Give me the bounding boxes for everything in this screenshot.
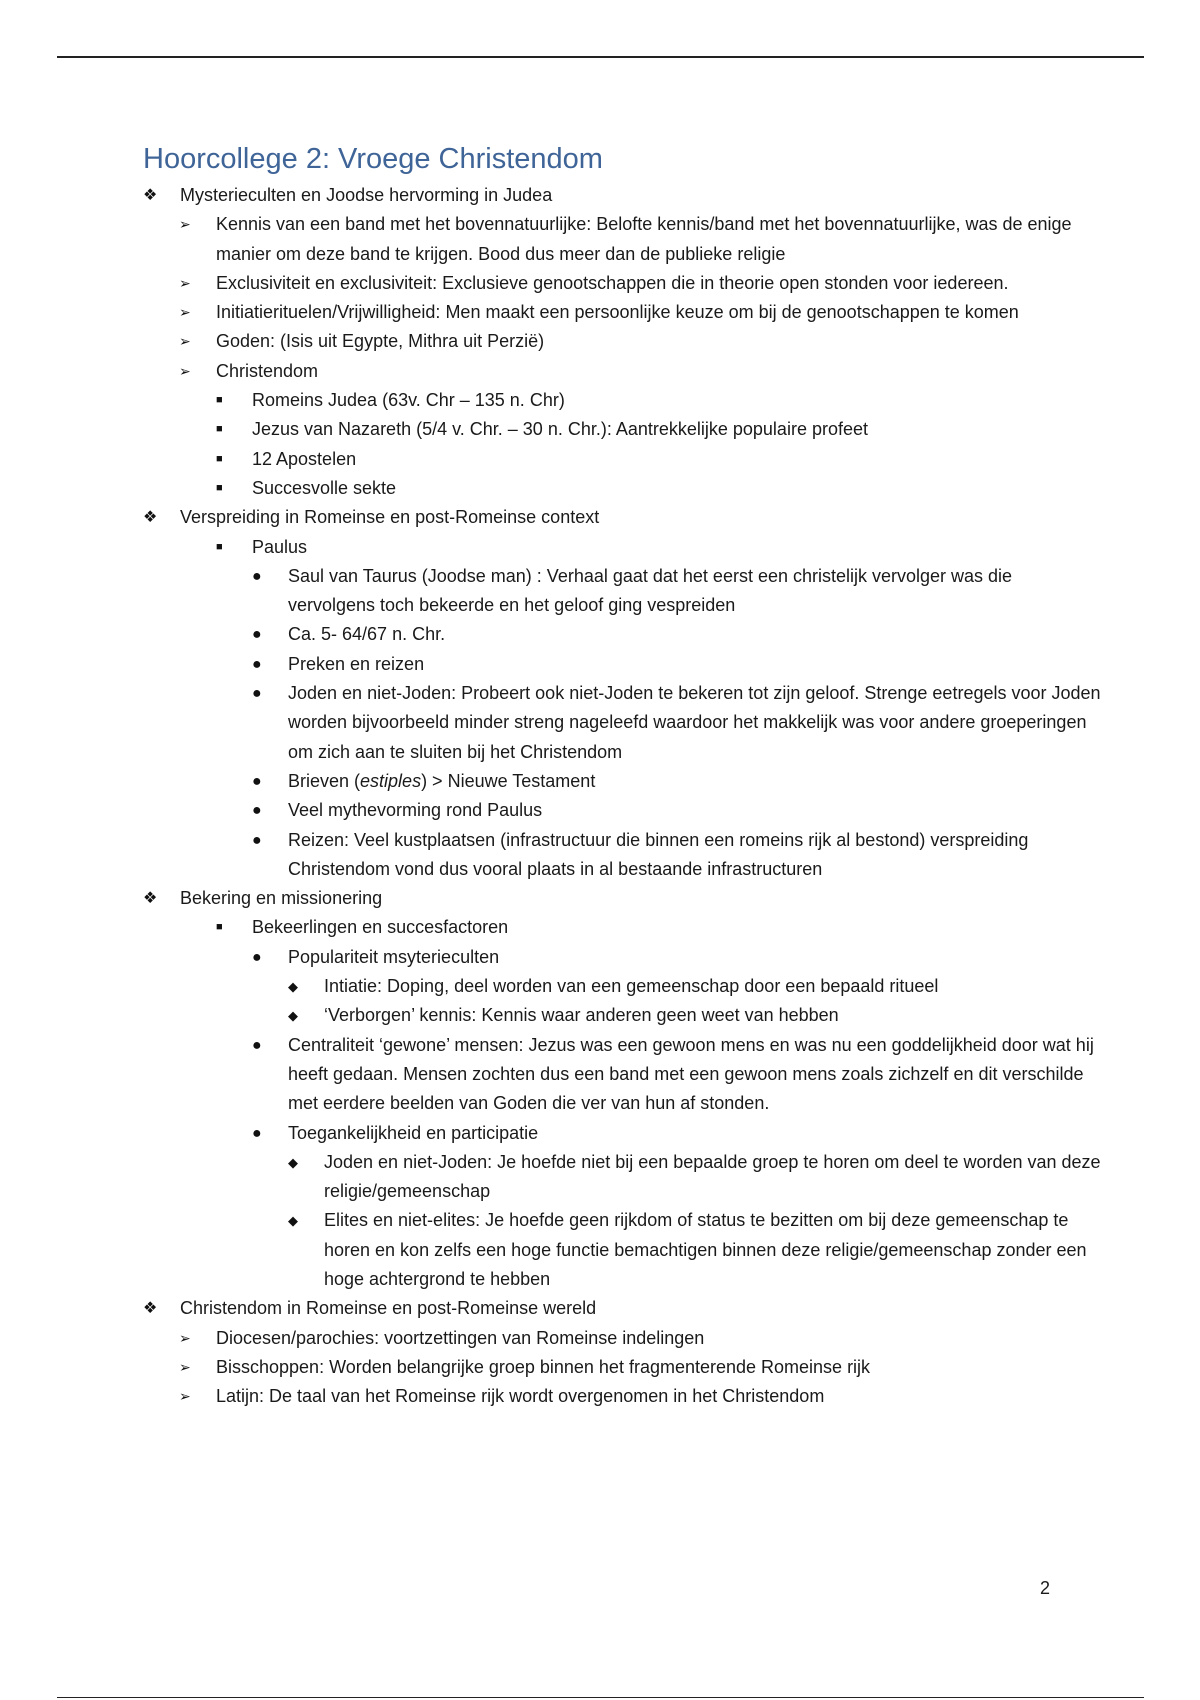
square-bullet-icon: ■	[216, 481, 223, 494]
dot-bullet-icon: ●	[252, 567, 262, 585]
dot-bullet-icon: ●	[252, 772, 262, 790]
list-item: ■ Paulus	[143, 533, 1103, 562]
arrowhead-bullet-icon: ➢	[179, 1329, 191, 1346]
list-item: ● Centraliteit ‘gewone’ mensen: Jezus was een gewoon mens en was nu een goddelijkheid door wat hij heeft gedaan. Mensen zochten dus een band met een gewoon mens zoals zichzelf en dit verschilde met eerdere beelden van Goden die ver van hun af stonden.	[143, 1031, 1103, 1119]
list-item: ● Preken en reizen	[143, 650, 1103, 679]
list-item: ■ 12 Apostelen	[143, 445, 1103, 474]
list-item: ● Reizen: Veel kustplaatsen (infrastructuur die binnen een romeins rijk al bestond) verspreiding Christendom vond dus vooral plaats in al bestaande infrastructuren	[143, 826, 1103, 885]
arrowhead-bullet-icon: ➢	[179, 274, 191, 291]
dot-bullet-icon: ●	[252, 1124, 262, 1142]
dot-bullet-icon: ●	[252, 1036, 262, 1054]
header-rule	[57, 56, 1144, 58]
list-item: ◆ Elites en niet-elites: Je hoefde geen rijkdom of status te bezitten om bij deze gemeenschap te horen en kon zelfs een hoge functie bemachtigen binnen deze religie/gemeenschap zonder een hoge achtergrond te hebben	[143, 1206, 1103, 1294]
list-item: ➢ Latijn: De taal van het Romeinse rijk wordt overgenomen in het Christendom	[143, 1382, 1103, 1411]
four-diamond-bullet-icon: ❖	[143, 509, 158, 527]
footer-rule	[57, 1697, 1144, 1698]
list-item: ■ Jezus van Nazareth (5/4 v. Chr. – 30 n. Chr.): Aantrekkelijke populaire profeet	[143, 415, 1103, 444]
page-number: 2	[1040, 1578, 1051, 1598]
list-item: ● Brieven (estiples) > Nieuwe Testament	[143, 767, 1103, 796]
arrowhead-bullet-icon: ➢	[179, 1388, 191, 1405]
document-body	[143, 140, 1103, 1411]
arrowhead-bullet-icon: ➢	[179, 216, 191, 233]
page-title: Hoorcollege 2: Vroege Christendom	[143, 143, 603, 175]
diamond-bullet-icon: ◆	[288, 1154, 298, 1170]
square-bullet-icon: ■	[216, 452, 223, 465]
four-diamond-bullet-icon: ❖	[143, 187, 158, 204]
list-item: ❖ Bekering en missionering	[143, 884, 1103, 913]
list-item: ■ Succesvolle sekte	[143, 474, 1103, 503]
list-item: ● Toegankelijkheid en participatie	[143, 1119, 1103, 1148]
list-item: ➢ Exclusiviteit en exclusiviteit: Exclusieve genootschappen die in theorie open stonden voor iedereen.	[143, 269, 1103, 298]
list-item: ● Ca. 5- 64/67 n. Chr.	[143, 620, 1103, 649]
four-diamond-bullet-icon: ❖	[143, 890, 158, 908]
square-bullet-icon: ■	[216, 540, 223, 553]
list-item: ➢ Diocesen/parochies: voortzettingen van Romeinse indelingen	[143, 1324, 1103, 1353]
square-bullet-icon: ■	[216, 423, 223, 436]
dot-bullet-icon: ●	[252, 685, 262, 703]
list-item: ● Populariteit msyterieculten	[143, 943, 1103, 972]
arrowhead-bullet-icon: ➢	[179, 333, 191, 350]
list-item: ◆ Joden en niet-Joden: Je hoefde niet bij een bepaalde groep te horen om deel te worden van deze religie/gemeenschap	[143, 1148, 1103, 1207]
arrowhead-bullet-icon: ➢	[179, 362, 191, 379]
four-diamond-bullet-icon: ❖	[143, 1300, 158, 1318]
square-bullet-icon: ■	[216, 921, 223, 934]
list-item: ● Saul van Taurus (Joodse man) : Verhaal gaat dat het eerst een christelijk vervolger was die vervolgens toch bekeerde en het geloof ging vespreiden	[143, 562, 1103, 621]
list-item: ➢ Kennis van een band met het bovennatuurlijke: Belofte kennis/band met het bovennatuurlijke, was de enige manier om deze band te krijgen. Bood dus meer dan de publieke religie	[143, 210, 1103, 269]
list-item: ■ Bekeerlingen en succesfactoren	[143, 913, 1103, 942]
dot-bullet-icon: ●	[252, 948, 262, 966]
dot-bullet-icon: ●	[252, 831, 262, 849]
list-item: ❖ Verspreiding in Romeinse en post-Romeinse context	[143, 503, 1103, 532]
diamond-bullet-icon: ◆	[288, 1213, 298, 1229]
list-item: ● Veel mythevorming rond Paulus	[143, 796, 1103, 825]
dot-bullet-icon: ●	[252, 626, 262, 644]
list-item: ➢ Goden: (Isis uit Egypte, Mithra uit Perzië)	[143, 327, 1103, 356]
arrowhead-bullet-icon: ➢	[179, 1358, 191, 1375]
arrowhead-bullet-icon: ➢	[179, 304, 191, 321]
dot-bullet-icon: ●	[252, 802, 262, 820]
list-item: ◆ Intiatie: Doping, deel worden van een gemeenschap door een bepaald ritueel	[143, 972, 1103, 1001]
list-item: ➢ Bisschoppen: Worden belangrijke groep binnen het fragmenterende Romeinse rijk	[143, 1353, 1103, 1382]
diamond-bullet-icon: ◆	[288, 1008, 298, 1024]
list-item: ➢ Initiatierituelen/Vrijwilligheid: Men maakt een persoonlijke keuze om bij de genootschappen te komen	[143, 298, 1103, 327]
square-bullet-icon: ■	[216, 394, 223, 407]
list-item: ❖ Christendom in Romeinse en post-Romeinse wereld	[143, 1294, 1103, 1323]
list-item: ➢ Christendom	[143, 357, 1103, 386]
list-item: ◆ ‘Verborgen’ kennis: Kennis waar anderen geen weet van hebben	[143, 1001, 1103, 1030]
list-item: ● Joden en niet-Joden: Probeert ook niet-Joden te bekeren tot zijn geloof. Strenge eetregels voor Joden worden bijvoorbeeld minder streng nageleefd waardoor het makkelijk was voor andere groeperingen om zich aan te sluiten bij het Christendom	[143, 679, 1103, 767]
diamond-bullet-icon: ◆	[288, 979, 298, 995]
list-item: ❖ Mysterieculten en Joodse hervorming in Judea	[143, 181, 1103, 210]
dot-bullet-icon: ●	[252, 655, 262, 673]
list-item: ■ Romeins Judea (63v. Chr – 135 n. Chr)	[143, 386, 1103, 415]
